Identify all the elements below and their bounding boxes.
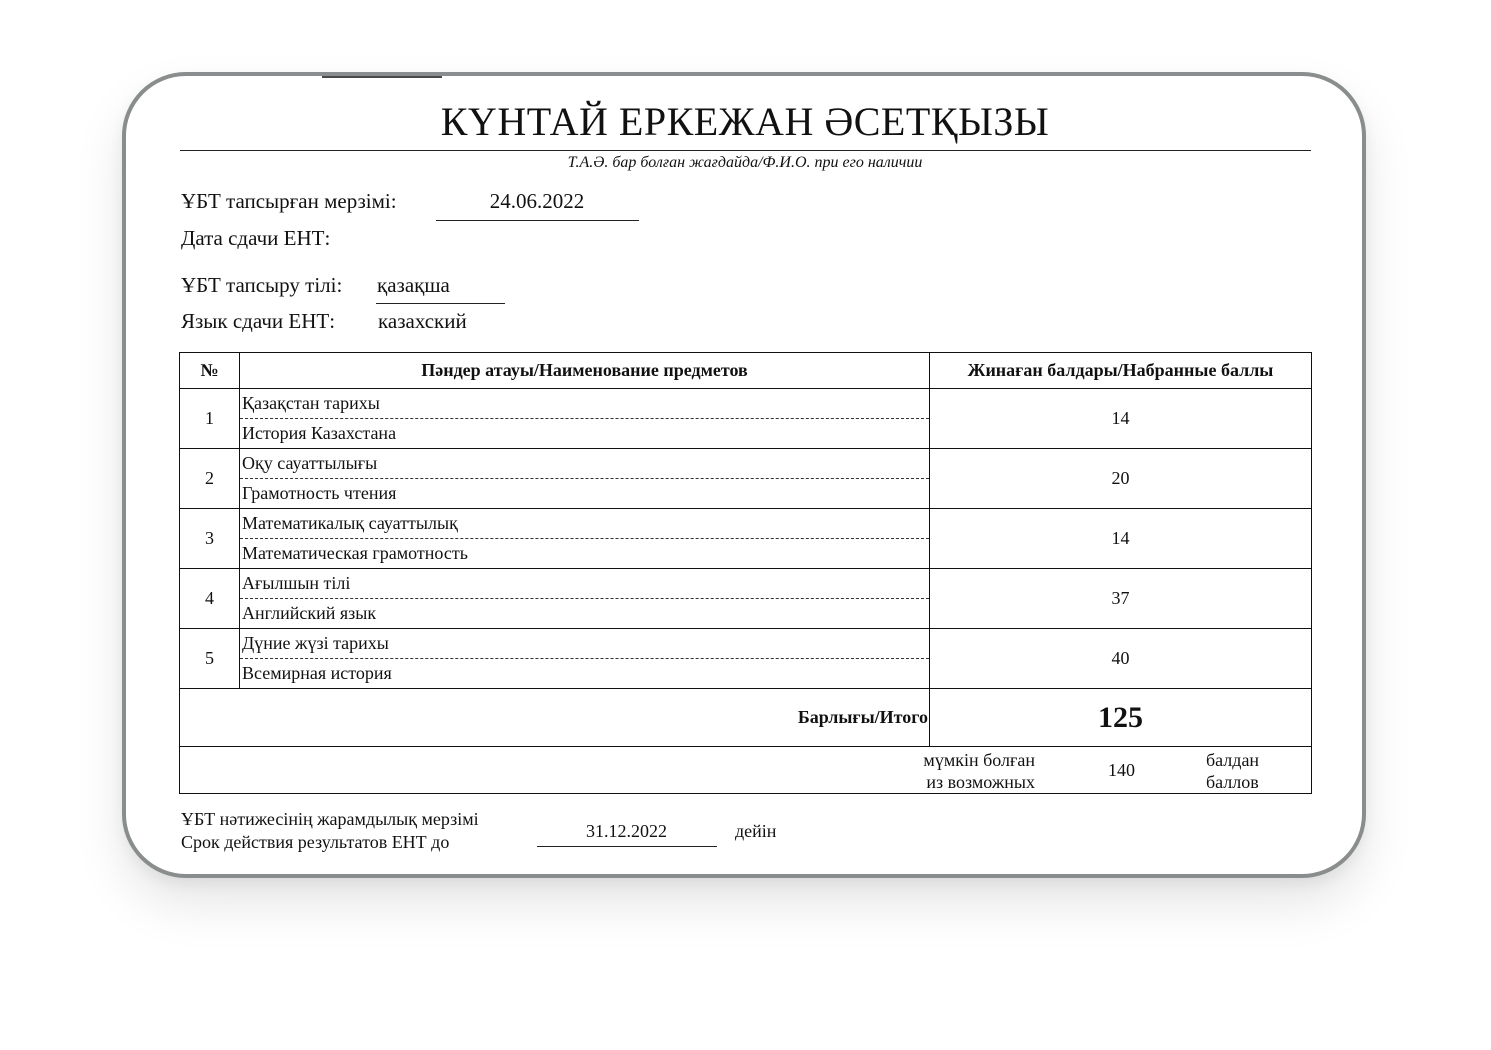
row-subject [240,449,930,509]
row-subject [240,389,930,449]
name-underline [180,150,1311,151]
table-row [180,389,1312,449]
exam-language-underline [376,303,505,304]
exam-language-value-ru: казахский [378,309,467,333]
subject-ru: Математическая грамотность [242,543,468,563]
possible-prefix-kz: мүмкін болған [923,750,1035,770]
subject-kz: Дүние жүзі тарихы [240,629,929,659]
header-score: Жинаған балдары/Набранные баллы [930,353,1312,389]
subject-kz: Қазақстан тарихы [240,389,929,419]
subject-kz: Оқу сауаттылығы [240,449,929,479]
possible-value: 140 [1108,760,1135,780]
table-row [180,449,1312,509]
row-num: 5 [180,629,240,689]
row-num: 2 [180,449,240,509]
table-row [180,629,1312,689]
row-subject [240,509,930,569]
subject-ru: История Казахстана [242,423,397,443]
row-score: 14 [930,509,1312,569]
possible-suffix-kz: балдан [1206,750,1260,770]
row-num: 1 [180,389,240,449]
row-score: 37 [930,569,1312,629]
possible-suffix-ru: баллов [1206,772,1259,792]
exam-date-label-ru: Дата сдачи ЕНТ: [181,226,331,250]
possible-cell [180,747,1312,794]
possible-prefix-ru: из возможных [926,772,1035,792]
row-num: 4 [180,569,240,629]
total-label: Барлығы/Итого [180,689,930,747]
name-hint: Т.А.Ә. бар болған жағдайда/Ф.И.О. при его наличии [567,154,923,171]
table-row [180,569,1312,629]
row-subject [240,629,930,689]
table-row [180,509,1312,569]
validity-underline [537,846,717,847]
total-value: 125 [930,689,1312,747]
row-subject [240,569,930,629]
header-subject: Пәндер атауы/Наименование предметов [240,353,930,389]
results-table [179,352,1312,794]
exam-language-label-kz: ҰБТ тапсыру тілі: [181,273,343,297]
validity-label-kz: ҰБТ нәтижесінің жарамдылық мерзімі [181,809,479,829]
total-row [180,689,1312,747]
subject-ru: Всемирная история [242,663,392,683]
row-score: 14 [930,389,1312,449]
card-top-notch [322,76,442,78]
exam-date-underline [436,220,639,221]
subject-kz: Ағылшын тілі [240,569,929,599]
exam-language-value-kz: қазақша [377,273,450,297]
row-score: 40 [930,629,1312,689]
exam-date-label-kz: ҰБТ тапсырған мерзімі: [181,189,397,213]
validity-label-ru: Срок действия результатов ЕНТ до [181,832,450,852]
header-num: № [180,353,240,389]
exam-language-label-ru: Язык сдачи ЕНТ: [181,309,336,333]
row-num: 3 [180,509,240,569]
subject-kz: Математикалық сауаттылық [240,509,929,539]
table-header-row [180,353,1312,389]
row-score: 20 [930,449,1312,509]
exam-date-value: 24.06.2022 [489,189,585,213]
validity-value: 31.12.2022 [586,821,667,841]
subject-ru: Грамотность чтения [242,483,397,503]
subject-ru: Английский язык [242,603,377,623]
possible-row [180,747,1312,794]
validity-suffix: дейін [735,821,777,841]
student-full-name: КҮНТАЙ ЕРКЕЖАН ӘСЕТҚЫЗЫ [440,99,1050,144]
